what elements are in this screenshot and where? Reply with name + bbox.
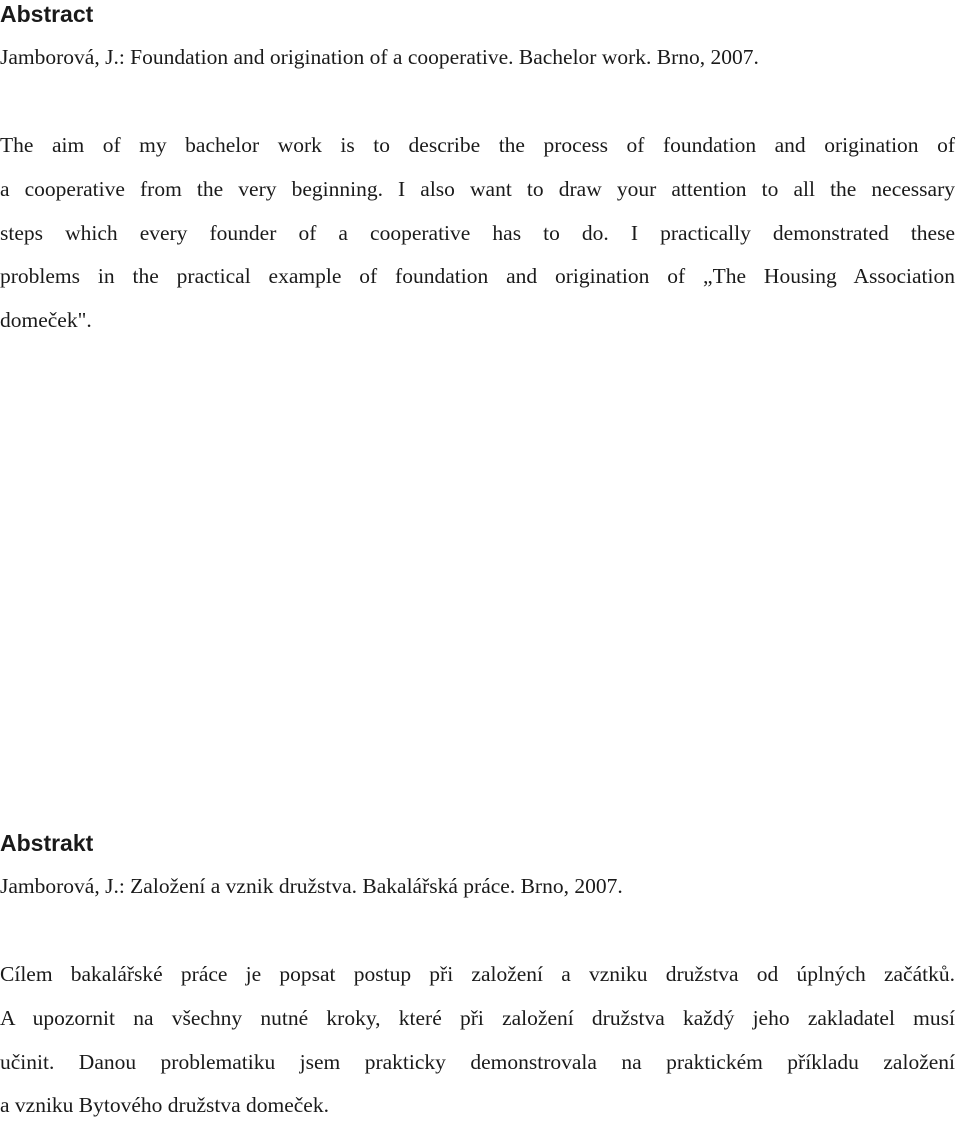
czech-abstract-heading: Abstrakt [0,830,94,856]
english-body-line-1: The aim of my bachelor work is to describe the process of foundation and origination of [0,133,955,157]
czech-citation: Jamborová, J.: Založení a vznik družstva. Bakalářská práce. Brno, 2007. [0,874,623,898]
czech-body-line-3: učinit. Danou problematiku jsem prakticky demonstrovala na praktickém příkladu založení [0,1050,955,1074]
english-body-line-3: steps which every founder of a cooperative has to do. I practically demonstrated these [0,221,955,245]
english-citation: Jamborová, J.: Foundation and origination of a cooperative. Bachelor work. Brno, 2007. [0,45,759,69]
czech-body-line-2: A upozornit na všechny nutné kroky, které při založení družstva každý jeho zakladatel musí [0,1006,955,1030]
english-body-line-4: problems in the practical example of foundation and origination of „The Housing Association [0,264,955,288]
english-body-line-2: a cooperative from the very beginning. I also want to draw your attention to all the necessary [0,177,955,201]
czech-body-line-1: Cílem bakalářské práce je popsat postup při založení a vzniku družstva od úplných začátků. [0,962,955,986]
czech-body-line-4: a vzniku Bytového družstva domeček. [0,1093,329,1117]
english-abstract-heading: Abstract [0,1,94,27]
english-body-line-5: domeček". [0,308,92,332]
